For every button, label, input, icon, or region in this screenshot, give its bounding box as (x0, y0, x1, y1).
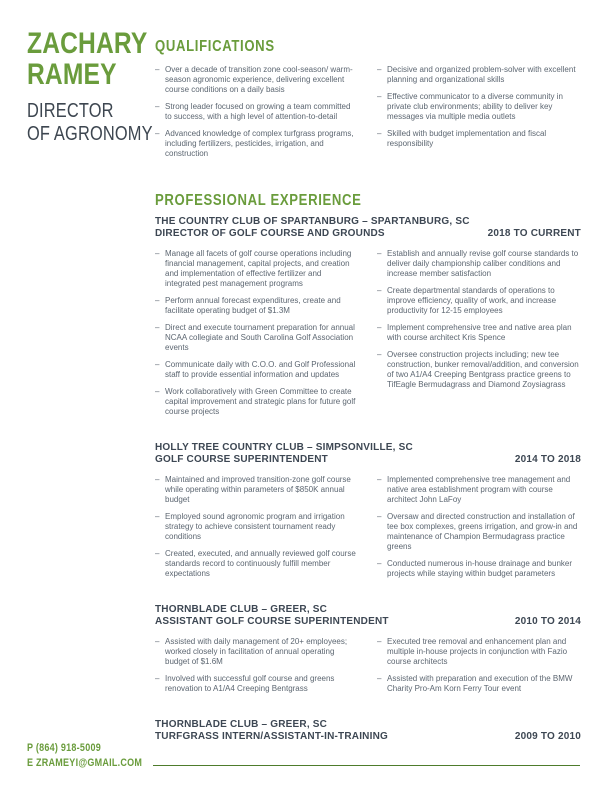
bullet-item: – Direct and execute tournament preparation for annual NCAA collegiate and South Carolina Golf Association events (155, 323, 359, 353)
bullet-item: – Advanced knowledge of complex turfgrass programs, including fertilizers, pesticides, irrigation, and construction (155, 129, 359, 159)
bullet-item: – Created, executed, and annually reviewed golf course standards record to continuously fulfill member expectations (155, 549, 359, 579)
job-bullets-left (155, 249, 359, 424)
job-title: GOLF COURSE SUPERINTENDENT (155, 454, 328, 465)
jobs-list (155, 216, 581, 743)
job-entry (155, 216, 581, 424)
job-header (155, 604, 581, 628)
job-bullets-right (377, 249, 581, 397)
job-bullet-columns (155, 249, 581, 424)
bullet-item: – Conducted numerous in-house drainage and bunker projects while staying within budget parameters (377, 559, 581, 579)
job-bullets-right (377, 475, 581, 586)
bullet-item: – Work collaboratively with Green Committee to create capital improvement and strategic plans for future golf course projects (155, 387, 359, 417)
job-company-title (155, 442, 413, 466)
bullet-item: – Over a decade of transition zone cool-season/ warm-season agronomic experience, delivering excellent course conditions on a daily basis (155, 65, 359, 95)
job-header (155, 719, 581, 743)
job-entry (155, 442, 581, 586)
bullet-item: – Perform annual forecast expenditures, create and facilitate operating budget of $1.3M (155, 296, 359, 316)
job-bullets-left (155, 637, 359, 701)
bullet-item: – Establish and annually revise golf course standards to deliver daily championship caliber conditions and increase member satisfaction (377, 249, 581, 279)
bullet-item: – Skilled with budget implementation and fiscal responsibility (377, 129, 581, 149)
job-dates: 2018 TO CURRENT (487, 228, 581, 239)
job-bullet-columns (155, 637, 581, 701)
bullet-item: – Employed sound agronomic program and irrigation strategy to achieve consistent tournament ready conditions (155, 512, 359, 542)
bullet-item: – Assisted with daily management of 20+ employees; worked closely in facilitation of annual operating budget of $1.6M (155, 637, 359, 667)
job-company-title (155, 719, 388, 743)
footer-divider-line (153, 765, 580, 766)
job-company: HOLLY TREE COUNTRY CLUB – SIMPSONVILLE, SC (155, 442, 413, 453)
bullet-item: – Executed tree removal and enhancement plan and multiple in-house projects in conjunction with Fazio course architects (377, 637, 581, 667)
qualifications-right-list (377, 65, 581, 156)
job-company-title (155, 604, 389, 628)
bullet-item: – Implement comprehensive tree and native area plan with course architect Kris Spence (377, 323, 581, 343)
qualifications-heading (155, 38, 581, 56)
bullet-item: – Involved with successful golf course and greens renovation to A1/A4 Creeping Bentgrass (155, 674, 359, 694)
job-company: THORNBLADE CLUB – GREER, SC (155, 719, 328, 730)
bullet-item: – Decisive and organized problem-solver with excellent planning and organizational skills (377, 65, 581, 85)
job-dates: 2009 TO 2010 (514, 731, 581, 742)
contact-email: E ZRAMEYI@GMAIL.COM (27, 757, 143, 769)
job-title: DIRECTOR OF GOLF COURSE AND GROUNDS (155, 228, 385, 239)
qualifications-left-list (155, 65, 359, 166)
job-header (155, 216, 581, 240)
job-bullets-right (377, 637, 581, 701)
bullet-item: – Maintained and improved transition-zone golf course while operating within parameters of $850K annual budget (155, 475, 359, 505)
bullet-item: – Oversaw and directed construction and installation of tee box complexes, greens irrigation, and grow-in and maintenance of Champion Bermudagrass practice greens (377, 512, 581, 552)
job-bullet-columns (155, 475, 581, 586)
qualifications-section (155, 38, 581, 166)
job-dates: 2010 TO 2014 (514, 616, 581, 627)
experience-heading (155, 192, 581, 210)
experience-section (155, 192, 581, 743)
bullet-item: – Assisted with preparation and execution of the BMW Charity Pro-Am Korn Ferry Tour event (377, 674, 581, 694)
job-header (155, 442, 581, 466)
bullet-item: – Implemented comprehensive tree management and native area establishment program with course architect John LaFoy (377, 475, 581, 505)
job-company-title (155, 216, 470, 240)
bullet-item: – Effective communicator to a diverse community in private club environments; ability to deliver key messages via multiple media outlets (377, 92, 581, 122)
bullet-item: – Communicate daily with C.O.O. and Golf Professional staff to provide essential information and updates (155, 360, 359, 380)
name-line-2: RAMEY (27, 58, 117, 91)
job-title: TURFGRASS INTERN/ASSISTANT-IN-TRAINING (155, 731, 388, 742)
name-line-1: ZACHARY (27, 27, 148, 60)
job-title: ASSISTANT GOLF COURSE SUPERINTENDENT (155, 616, 389, 627)
qualifications-heading-text: QUALIFICATIONS (155, 38, 275, 55)
job-entry (155, 719, 581, 743)
bullet-item: – Oversee construction projects including; new tee construction, bunker removal/addition, and conversion of two A1/A4 Creeping Bentgrass practice greens to TifEagle Bermudagrass and Diamond Zoysiagrass (377, 350, 581, 390)
title-line-1: DIRECTOR (27, 100, 114, 122)
contact-phone: P (864) 918-5009 (27, 742, 101, 754)
contact-block (27, 741, 167, 771)
job-company: THE COUNTRY CLUB OF SPARTANBURG – SPARTANBURG, SC (155, 216, 470, 227)
job-entry (155, 604, 581, 701)
job-company: THORNBLADE CLUB – GREER, SC (155, 604, 328, 615)
bullet-item: – Create departmental standards of operations to improve efficiency, quality of work, and increase productivity for 12-15 employees (377, 286, 581, 316)
job-bullets-left (155, 475, 359, 586)
main-content (155, 38, 581, 752)
bullet-item: – Strong leader focused on growing a team committed to success, with a high level of attention-to-detail (155, 102, 359, 122)
qualifications-columns (155, 65, 581, 166)
bullet-item: – Manage all facets of golf course operations including financial management, capital projects, and creation and implementation of effective fertilizer and integrated pest management programs (155, 249, 359, 289)
title-line-2: OF AGRONOMY (27, 123, 153, 145)
job-dates: 2014 TO 2018 (514, 454, 581, 465)
experience-heading-text: PROFESSIONAL EXPERIENCE (155, 192, 362, 209)
